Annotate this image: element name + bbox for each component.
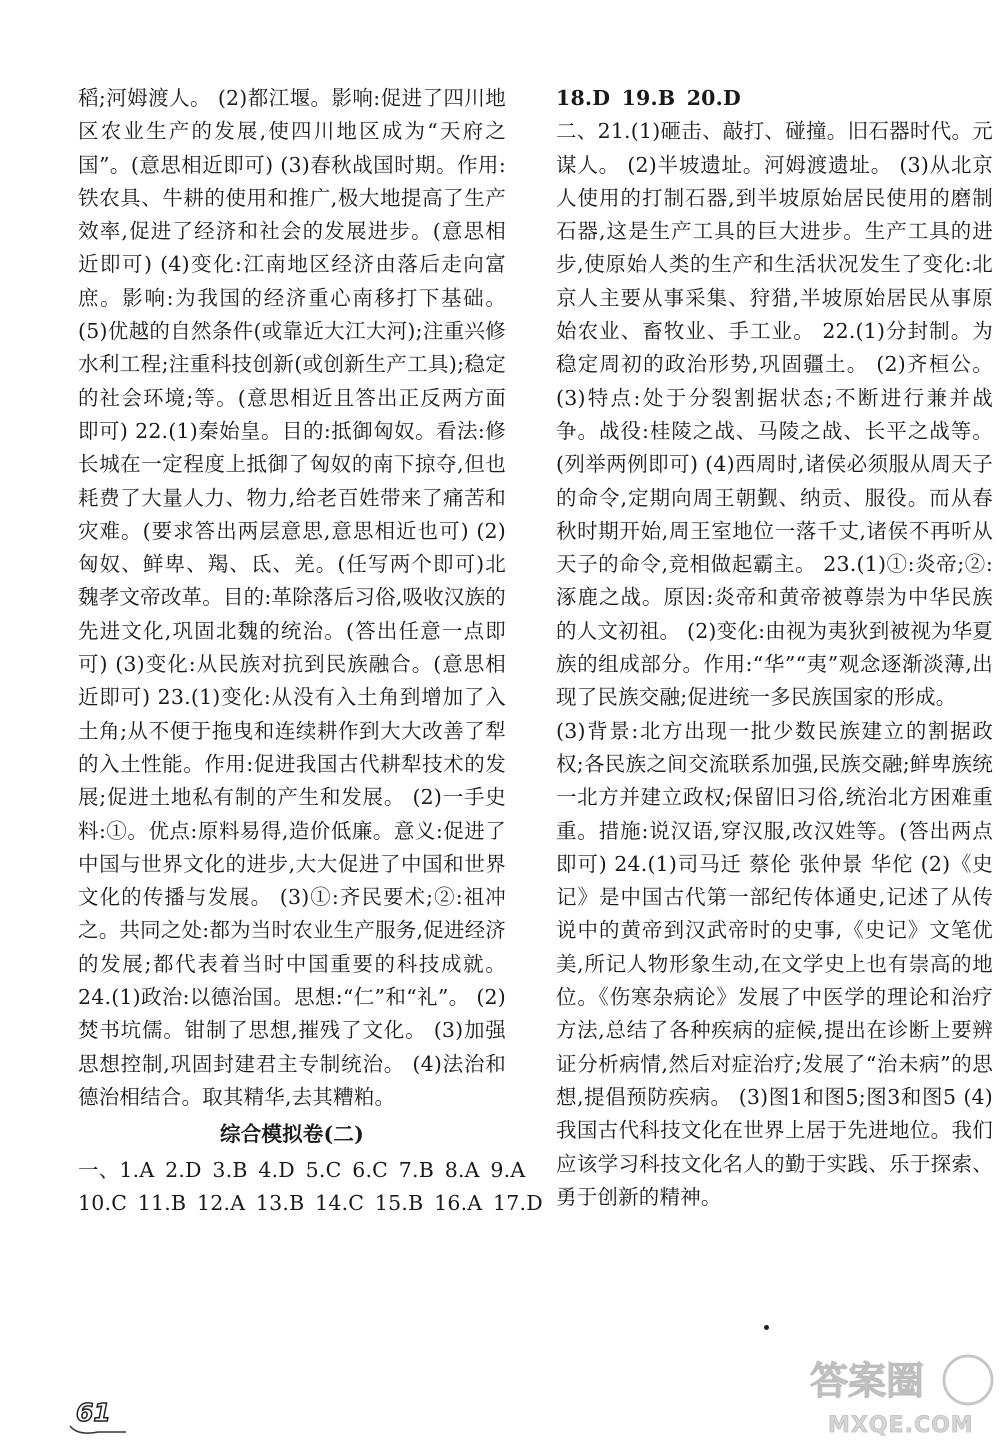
answer-paragraph: 二、21.(1)砸击、敲打、碰撞。旧石器时代。元谋人。 (2)半坡遗址。河姆渡遗址。 (3)从北京人使用的打制石器,到半坡原始居民使用的磨制石器,这是生产工具的巨大进步。生产工具的进步,使原始人类的生产和生活状况发生了变化:北京人主要从事采集、狩猎,半坡原始居民从事原始农业、畜牧业、手工业。 22.(1)分封制。为稳定周初的政治形势,巩固疆土。 (2)齐桓公。 (3)特点:处于分裂割据状态;不断进行兼并战争。战役:桂陵之战、马陵之战、长平之战等。(列举两例即可) (4)西周时,诸侯必须服从周天子的命令,定期向周王朝觐、纳贡、服役。而从春秋时期开始,周王室地位一落千丈,诸侯不再听从天子的命令,竞相做起霸主。 23.(1)①:炎帝;②:涿鹿之战。原因:炎帝和黄帝被尊崇为中华民族的人文初祖。 (2)变化:由视为夷狄到被视为华夏族的组成部分。作用:“华”“夷”观念逐渐淡薄,出现了民族交融;促进统一多民族国家的形成。: [556, 119, 993, 710]
answer-paragraph: 稻;河姆渡人。 (2)都江堰。影响:促进了四川地区农业生产的发展,使四川地区成为“天府之国”。(意思相近即可) (3)春秋战国时期。作用:铁农具、牛耕的使用和推广,极大地提高了生产效率,促进了经济和社会的发展进步。(意思相近即可) (4)变化:江南地区经济由落后走向富庶。影响:为我国的经济重心南移打下基础。 (5)优越的自然条件(或靠近大江大河);注重兴修水利工程;注重科技创新(或创新生产工具);稳定的社会环境;等。(意思相近且答出正反两方面即可) 22.(1)秦始皇。目的:抵御匈奴。看法:修长城在一定程度上抵御了匈奴的南下掠夺,但也耗费了大量人力、物力,给老百姓带来了痛苦和灾难。(要求答出两层意思,意思相近也可) (2)匈奴、鲜卑、羯、氐、羌。(任写两个即可)北魏孝文帝改革。目的:革除落后习俗,吸收汉族的先进文化,巩固北魏的统治。(答出任意一点即可) (3)变化:从民族对抗到民族融合。(意思相近即可) 23.(1)变化:从没有入土角到增加了入土角;从不便于拖曳和连续耕作到大大改善了犁的入土性能。作用:促进我国古代耕犁技术的发展;促进土地私有制的产生和发展。 (2)一手史料:①。优点:原料易得,造价低廉。意义:促进了中国与世界文化的进步,大大促进了中国和世界文化的传播与发展。 (3)①:齐民要术;②:祖冲之。共同之处:都为当时农业生产服务,促进经济的发展;都代表着当时中国重要的科技成就。 24.(1)政治:以德治国。思想:“仁”和“礼”。 (2)焚书坑儒。钳制了思想,摧残了文化。 (3)加强思想控制,巩固封建君主专制统治。 (4)法治和德治相结合。取其精华,去其糟粕。: [78, 86, 506, 1109]
ink-dot: [764, 1325, 769, 1330]
choice-answers-line: 18.D 19.B 20.D: [556, 86, 741, 110]
watermark-logo-icon: [806, 1350, 996, 1438]
page-number-badge: [68, 1396, 126, 1436]
watermark-chinese-text: 答案圈: [810, 1359, 925, 1403]
left-column: [78, 82, 543, 1220]
section-title: 综合模拟卷(二): [220, 1122, 364, 1147]
right-column: [556, 82, 993, 1214]
watermark-latin-text: MXQE.COM: [828, 1413, 974, 1438]
answer-paragraph: (3)背景:北方出现一批少数民族建立的割据政权;各民族之间交流联系加强,民族交融;鲜卑族统一北方并建立政权;保留旧习俗,统治北方困难重重。措施:说汉语,穿汉服,改汉姓等。(答出两点即可) 24.(1)司马迁 蔡伦 张仲景 华佗 (2)《史记》是中国古代第一部纪传体通史,记述了从传说中的黄帝到汉武帝时的史事,《史记》文笔优美,所记人物形象生动,在文学史上也有崇高的地位。《伤寒杂病论》发展了中医学的理论和治疗方法,总结了各种疾病的症候,提出在诊断上要辨证分析病情,然后对症治疗;发展了“治未病”的思想,提倡预防疾病。 (3)图1和图5;图3和图5 (4)我国古代科技文化在世界上居于先进地位。我们应该学习科技文化名人的勤于实践、乐于探索、勇于创新的精神。: [556, 718, 993, 1209]
choice-answers-line: 10.C 11.B 12.A 13.B 14.C 15.B 16.A 17.D: [78, 1190, 543, 1215]
choice-answers-line: 一、1.A 2.D 3.B 4.D 5.C 6.C 7.B 8.A 9.A: [78, 1157, 526, 1182]
page-number: 61: [76, 1398, 111, 1427]
